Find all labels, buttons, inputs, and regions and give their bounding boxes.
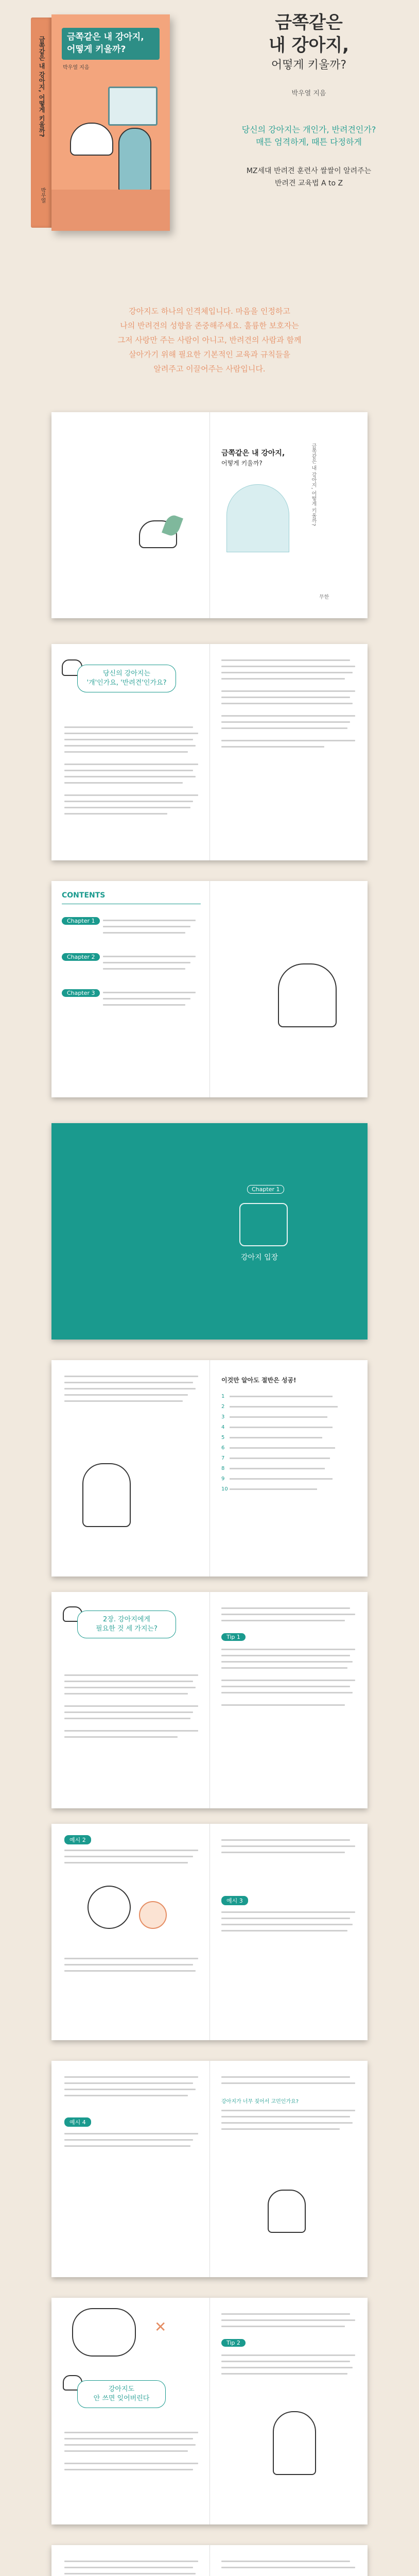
hero-title-line1: 금쪽같은 bbox=[275, 12, 343, 33]
book-spine bbox=[31, 18, 51, 228]
hero-subtag-line1: MZ세대 반려견 훈련사 쌀쌀이 알려주는 bbox=[246, 167, 372, 175]
spread-barking bbox=[51, 2061, 368, 2277]
hero-author: 박우열 지음 bbox=[291, 90, 326, 97]
spread-examples bbox=[51, 1824, 368, 2040]
hero-section bbox=[0, 0, 419, 258]
cover-dog-illustration bbox=[70, 123, 113, 156]
spread1-spine-text: 금쪽같은 내 강아지, 어떻게 키울까? bbox=[310, 443, 316, 527]
chapter-title: 강아지 입장 bbox=[241, 1253, 278, 1262]
spread2-bubble-line2: '개'인가요, '반려견'인가요? bbox=[86, 679, 167, 687]
spread7-coin-illustration bbox=[139, 1901, 167, 1929]
hero-title-line2: 내 강아지, bbox=[268, 35, 350, 56]
book-front bbox=[51, 14, 170, 231]
intro-section bbox=[0, 304, 419, 407]
cover-window bbox=[108, 87, 158, 126]
spread9-tip-tag: Tip 2 bbox=[221, 2339, 246, 2347]
spread9-person-illustration bbox=[273, 2411, 316, 2475]
chapter-label: Chapter 1 bbox=[247, 1185, 284, 1194]
hero-subtag-line2: 반려견 교육법 A to Z bbox=[274, 179, 343, 188]
spread6-bubble bbox=[77, 1611, 176, 1638]
spread7-ball-illustration bbox=[88, 1886, 131, 1929]
hero-tagline bbox=[216, 124, 401, 148]
spread9-bubble-line2: 안 쓰면 잊어버린다 bbox=[93, 2395, 150, 2402]
spread1-publisher: 무한 bbox=[319, 595, 329, 600]
checklist-item-2: 2 bbox=[221, 1401, 355, 1412]
hero-title bbox=[216, 11, 401, 74]
intro-line-4: 살아가기 위해 필요한 기본적인 교육과 규칙들을 bbox=[129, 350, 290, 359]
spread-extra-1 bbox=[51, 2545, 368, 2576]
contents-chapter-3: Chapter 3 bbox=[62, 989, 100, 997]
cover-person-illustration bbox=[118, 128, 151, 192]
spread2-bubble bbox=[77, 665, 176, 692]
hero-tagline-line1: 당신의 강아지는 개인가, 반려견인가? bbox=[241, 125, 376, 134]
bottom-area bbox=[0, 2545, 419, 2576]
spread-title-page bbox=[51, 412, 368, 618]
spread9-bubble-line1: 강아지도 bbox=[108, 2385, 135, 2393]
spread7-tag-left: 예시 2 bbox=[64, 1835, 91, 1844]
contents-title: CONTENTS bbox=[62, 891, 106, 900]
spread8-example-tag: 예시 4 bbox=[64, 2117, 91, 2127]
spread1-title-line2: 어떻게 키울까? bbox=[221, 460, 263, 467]
spread5-person-illustration bbox=[82, 1463, 131, 1527]
checklist-item-7: 7 bbox=[221, 1453, 355, 1463]
spread-section-2 bbox=[51, 1592, 368, 1808]
checklist-item-6: 6 bbox=[221, 1443, 355, 1453]
spine-author: 박우열 bbox=[40, 188, 45, 203]
spread-contents bbox=[51, 881, 368, 1097]
chapter-illustration bbox=[239, 1203, 288, 1246]
spread-intro-text bbox=[51, 644, 368, 860]
intro-line-5: 알려주고 이끌어주는 사람입니다. bbox=[153, 364, 266, 374]
spread6-tip-tag: Tip 1 bbox=[221, 1633, 246, 1641]
spread-chapter-opener bbox=[51, 1123, 368, 1340]
spread8-teal-heading: 강아지가 너무 짖어서 고민인가요? bbox=[221, 2099, 299, 2105]
contents-chapter-2: Chapter 2 bbox=[62, 953, 100, 961]
hero-tagline-line2: 매튼 엄격하게, 때튼 다정하게 bbox=[256, 137, 362, 147]
cover-floor bbox=[51, 190, 170, 231]
checklist-item-1: 1 bbox=[221, 1391, 355, 1401]
spread1-arch-illustration bbox=[226, 484, 289, 552]
intro-line-2: 나의 반려견의 성향을 존중해주세요. 훌륭한 보호자는 bbox=[120, 321, 299, 330]
spread7-tag-right: 예시 3 bbox=[221, 1896, 248, 1905]
spread1-title-line1: 금쪽같은 내 강아지, bbox=[221, 449, 285, 457]
spread6-bubble-line2: 필요한 것 세 가지는? bbox=[96, 1625, 158, 1633]
intro-line-1: 강아지도 하나의 인격체입니다. 마음을 인정하고 bbox=[129, 307, 290, 316]
hero-subtag bbox=[216, 165, 401, 190]
spread9-bubble bbox=[77, 2380, 166, 2408]
checklist-item-3: 3 bbox=[221, 1412, 355, 1422]
spread5-header: 이것만 알아도 절반은 성공! bbox=[221, 1377, 296, 1384]
contents-dog-illustration bbox=[278, 963, 337, 1027]
checklist-item-8: 8 bbox=[221, 1463, 355, 1473]
cover-title-box bbox=[62, 28, 160, 60]
checklist-item-4: 4 bbox=[221, 1422, 355, 1432]
spread9-top-illustration bbox=[72, 2308, 136, 2357]
spread8-dog-illustration bbox=[268, 2190, 306, 2233]
cover-title-line1: 금쪽같은 내 강아지, bbox=[67, 32, 144, 42]
spread-checklist bbox=[51, 1360, 368, 1577]
checklist-item-5: 5 bbox=[221, 1432, 355, 1443]
spine-title: 금쪽같은 내 강아지, 어떻게 키울까? bbox=[38, 36, 45, 138]
intro-line-3: 그저 사랑만 주는 사람이 아니고, 반려견의 사람과 함께 bbox=[117, 335, 302, 345]
book-3d bbox=[31, 14, 170, 231]
contents-chapter-1: Chapter 1 bbox=[62, 917, 100, 925]
spread9-x-icon: ✕ bbox=[154, 2318, 167, 2335]
cover-author: 박우열 지음 bbox=[63, 65, 90, 71]
spread-practice bbox=[51, 2298, 368, 2524]
checklist-item-10: 10 bbox=[221, 1484, 355, 1494]
spread2-bubble-line1: 당신의 강아지는 bbox=[102, 670, 151, 677]
cover-title-line2: 어떻게 키울까? bbox=[67, 44, 126, 55]
spread6-bubble-line1: 2장. 강아지에게 bbox=[103, 1616, 150, 1623]
checklist-item-9: 9 bbox=[221, 1473, 355, 1484]
hero-title-line3: 어떻게 키울까? bbox=[271, 59, 347, 72]
